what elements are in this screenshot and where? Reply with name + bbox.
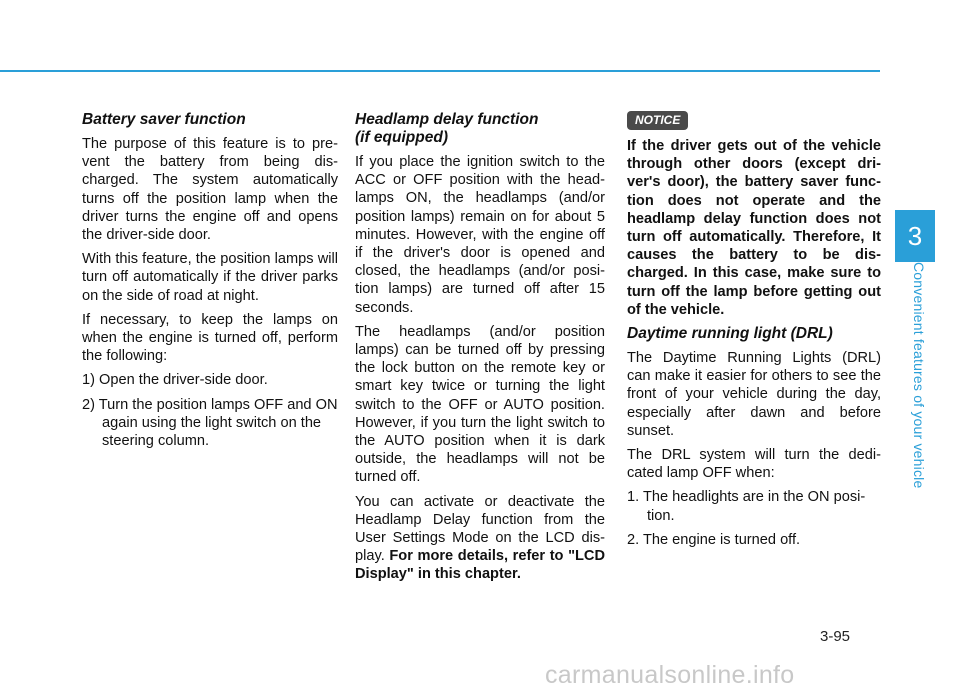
column-headlamp-delay — [355, 111, 605, 590]
page-number: 3-95 — [820, 628, 851, 645]
paragraph: If necessary, to keep the lamps on when the engine is turned off, perform the following: — [82, 311, 338, 365]
header-rule — [0, 70, 880, 72]
steps-list — [82, 371, 338, 450]
chapter-title: Convenient features of your vehicle — [911, 262, 927, 489]
paragraph: The DRL system will turn the dedi-cated lamp OFF when: — [627, 447, 881, 482]
section-heading-line1: Headlamp delay function — [355, 111, 539, 128]
section-heading: Battery saver function — [82, 111, 246, 128]
section-heading-line2: (if equipped) — [355, 129, 448, 146]
notice-badge: NOTICE — [627, 111, 688, 130]
paragraph-text: You can activate or deactivate the Headlamp Delay function from the User Settings Mode on the LCD dis-play. — [355, 493, 605, 565]
paragraph — [355, 493, 605, 584]
chapter-number-tab: 3 — [895, 210, 935, 262]
cross-reference: For more details, refer to "LCD Display" in this chapter. — [355, 548, 605, 583]
paragraph: With this feature, the position lamps will turn off automatically if the driver parks on the side of road at night. — [82, 251, 338, 304]
paragraph: The purpose of this feature is to pre-vent the battery from being dis-charged. The system automatically turns off the position lamp when the driver turns the engine off and opens the driver-side door. — [82, 136, 338, 244]
section-heading: Daytime running light (DRL) — [627, 325, 833, 343]
list-item: 2. The engine is turned off. — [627, 531, 801, 548]
paragraph: If you place the ignition switch to the ACC or OFF position with the head-lamps ON, the headlamps (and/or position lamps) remain on for about 5 minutes. However, with the engine off if the driver's door is opened and closed, the headlamps (and/or posi-tion lamps) are turned off after 15 seconds. — [355, 154, 605, 316]
list-item: 1. The headlights are in the ON posi-tion. — [627, 489, 866, 524]
column-battery-saver — [82, 111, 338, 456]
column-notice-drl — [627, 111, 881, 555]
paragraph: The headlamps (and/or position lamps) can be turned off by pressing the lock button on the remote key or smart key twice or turning the light switch to the OFF or AUTO position. However, if you turn the light switch to the AUTO position when it is dark outside, the headlamps will not be turned off. — [355, 323, 605, 486]
notice-text: If the driver gets out of the vehicle through other doors (except dri-ver's door), the battery saver func-tion does not operate and the headlamp delay function does not turn off automatically. Therefore, It causes the battery to be dis-charged. In this case, make sure to turn off the lamp before getting out of the vehicle. — [627, 138, 881, 318]
section-heading — [355, 111, 605, 147]
watermark: carmanualsonline.info — [545, 661, 795, 689]
steps-list — [627, 488, 881, 549]
list-item: 1) Open the driver-side door. — [82, 372, 268, 389]
list-item: 2) Turn the position lamps OFF and ON again using the light switch on the steering column. — [82, 396, 338, 450]
paragraph: The Daytime Running Lights (DRL) can make it easier for others to see the front of your vehicle during the day, especially after dawn and before sunset. — [627, 350, 881, 439]
